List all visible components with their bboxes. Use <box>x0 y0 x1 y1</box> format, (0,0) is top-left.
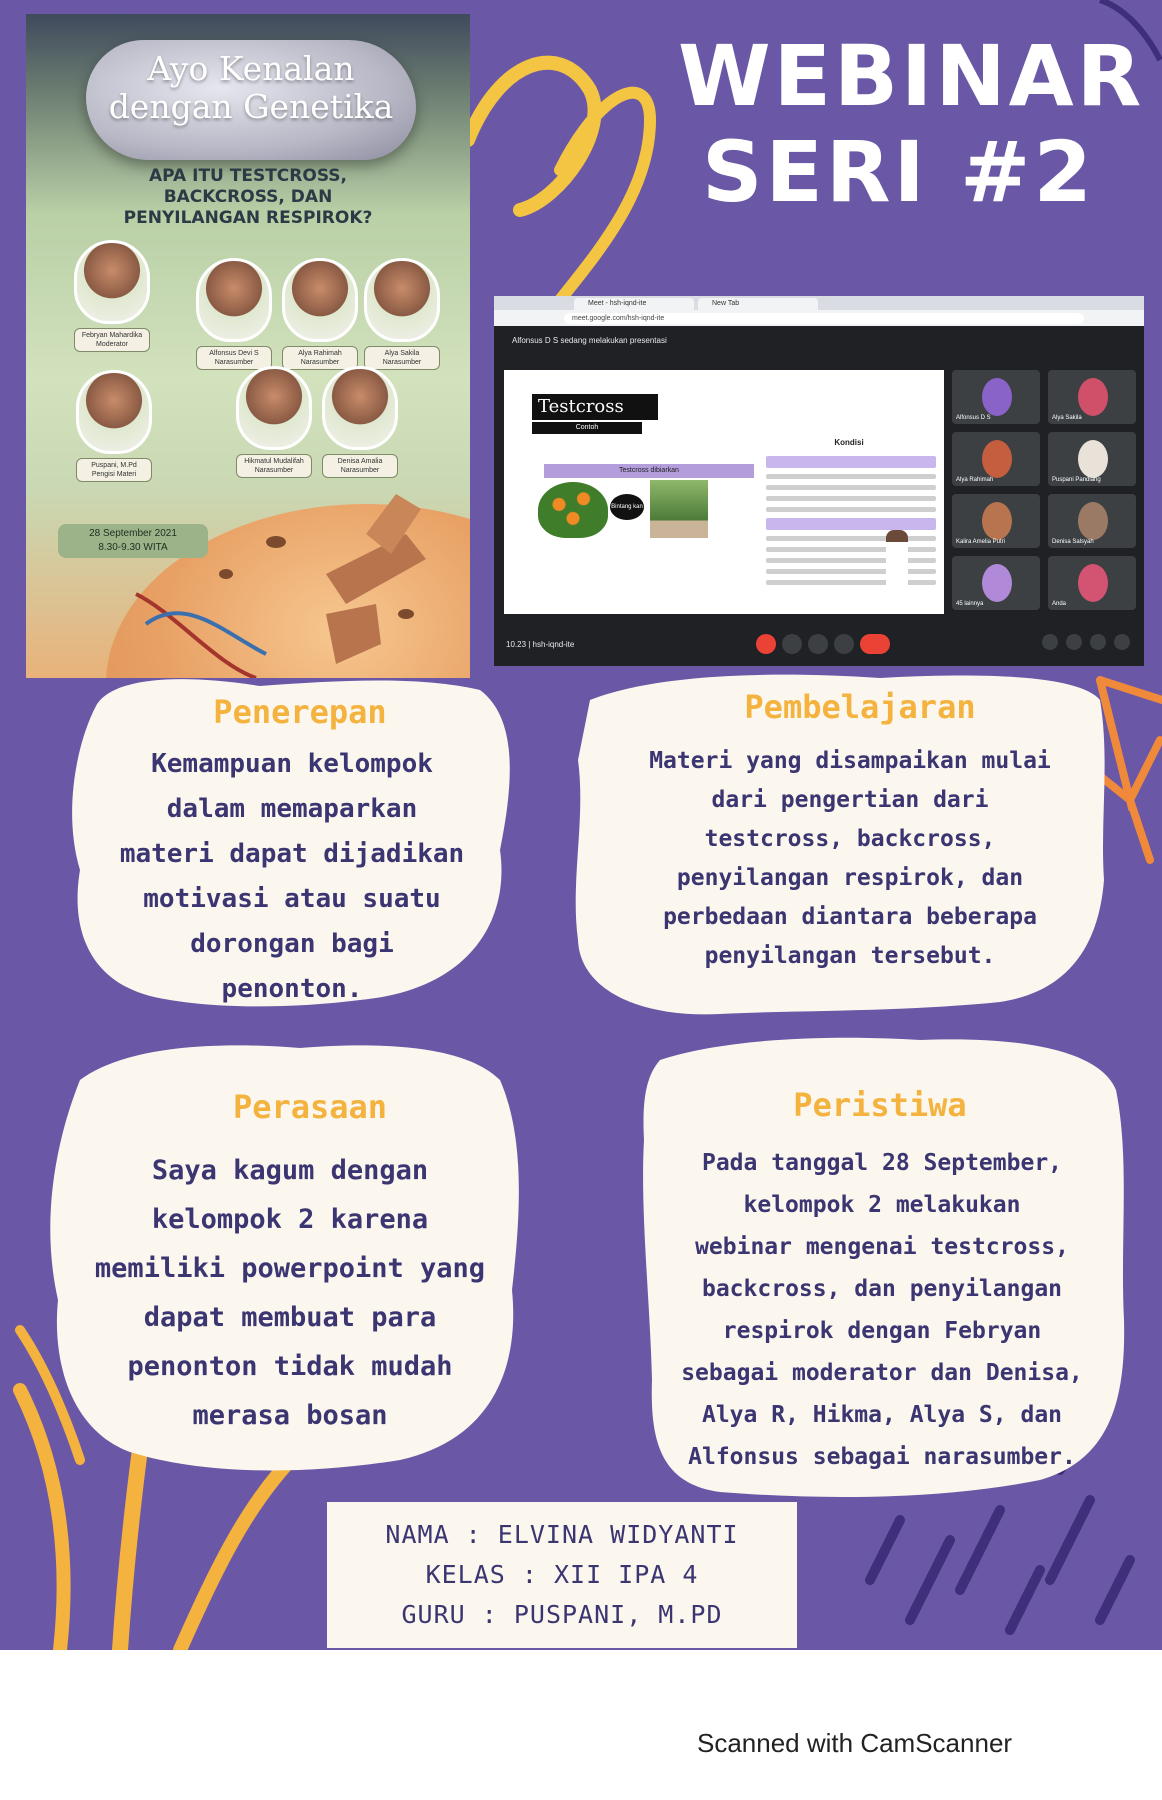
heading-pembelajaran: Pembelajaran <box>744 688 976 726</box>
browser-tab-meet[interactable]: Meet - hsh-iqnd-ite <box>574 298 694 310</box>
slide-dibiarkan: Testcross dibiarkan <box>544 464 754 478</box>
scan-watermark: Scanned with CamScanner <box>697 1728 1013 1758</box>
speaker-tag: Puspani, M.Pd Pengisi Materi <box>76 458 152 482</box>
flyer-title-line1: Ayo Kenalan <box>147 49 355 88</box>
participant-tile[interactable]: Denisa Salsyah <box>1048 494 1136 548</box>
participant-tile[interactable]: Puspani Pandiang <box>1048 432 1136 486</box>
bintang-badge: Bintang kan <box>610 494 644 520</box>
footer-guru: GURU : PUSPANI, M.PD <box>401 1600 723 1629</box>
speaker-tag: Hikmatul Mudalifah Narasumber <box>236 454 312 478</box>
speaker-tag: Febryan Mahardika Moderator <box>74 328 150 352</box>
flyer-subtitle-line1: APA ITU TESTCROSS, <box>148 166 348 186</box>
participant-tile[interactable]: 45 lainnya <box>952 556 1040 610</box>
participant-tile[interactable]: Alya Sakila <box>1048 370 1136 424</box>
flyer-date: 28 September 2021 <box>89 528 177 539</box>
heading-peristiwa: Peristiwa <box>793 1086 967 1124</box>
title-line1: WEBINAR <box>678 27 1145 125</box>
flyer-time: 8.30-9.30 WITA <box>98 542 168 553</box>
slide-contoh: Contoh <box>532 422 642 434</box>
text-penerepan: Kemampuan kelompok dalam memaparkan materi dapat dijadikan motivasi atau suatu dorongan bagi penonton. <box>119 749 465 1004</box>
presenting-banner: Alfonsus D S sedang melakukan presentasi <box>512 336 667 345</box>
meet-time-code: 10.23 | hsh-iqnd-ite <box>506 640 575 649</box>
heading-perasaan: Perasaan <box>232 1088 388 1126</box>
scan-margin <box>0 1650 1162 1800</box>
participant-tile[interactable]: Alya Rahimah <box>952 432 1040 486</box>
browser-tab-new[interactable]: New Tab <box>698 298 818 310</box>
browser-url[interactable]: meet.google.com/hsh-iqnd-ite <box>564 313 1084 324</box>
speaker-tag: Alya Rahimah Narasumber <box>282 346 358 370</box>
text-pembelajaran: Materi yang disampaikan mulai dari pengertian dari testcross, backcross, penyilangan respirok, dan perbedaan diantara beberapa penyilangan tersebut. <box>649 748 1051 969</box>
participant-tile[interactable]: Anda <box>1048 556 1136 610</box>
footer-kelas: KELAS : XII IPA 4 <box>425 1560 699 1589</box>
participant-tile[interactable]: Kalira Amelia Putri <box>952 494 1040 548</box>
heading-penerepan: Penerepan <box>213 693 387 731</box>
text-peristiwa: Pada tanggal 28 September, kelompok 2 melakukan webinar mengenai testcross, backcross, dan penyilangan respirok dengan Febryan sebagai moderator dan Denisa, Alya R, Hikma, Alya S, dan Alfonsus sebagai narasumber. <box>681 1150 1083 1470</box>
speaker-tag: Alfonsus Devi S Narasumber <box>196 346 272 370</box>
footer-nama: NAMA : ELVINA WIDYANTI <box>385 1520 739 1549</box>
slide-title: Testcross <box>532 394 658 420</box>
flyer-subtitle-line3: PENYILANGAN RESPIROK? <box>123 208 373 228</box>
title-line2: SERI #2 <box>702 123 1095 221</box>
speaker-tag: Denisa Amalia Narasumber <box>322 454 398 478</box>
flyer-title-line2: dengan Genetika <box>108 87 394 126</box>
speaker-tag: Alya Sakila Narasumber <box>364 346 440 370</box>
participant-tile[interactable]: Alfonsus D S <box>952 370 1040 424</box>
slide-kondisi: Kondisi <box>834 438 864 447</box>
text-perasaan: Saya kagum dengan kelompok 2 karena memiliki powerpoint yang dapat membuat para penonton tidak mudah merasa bosan <box>94 1155 486 1431</box>
flyer-subtitle-line2: BACKCROSS, DAN <box>163 187 333 207</box>
